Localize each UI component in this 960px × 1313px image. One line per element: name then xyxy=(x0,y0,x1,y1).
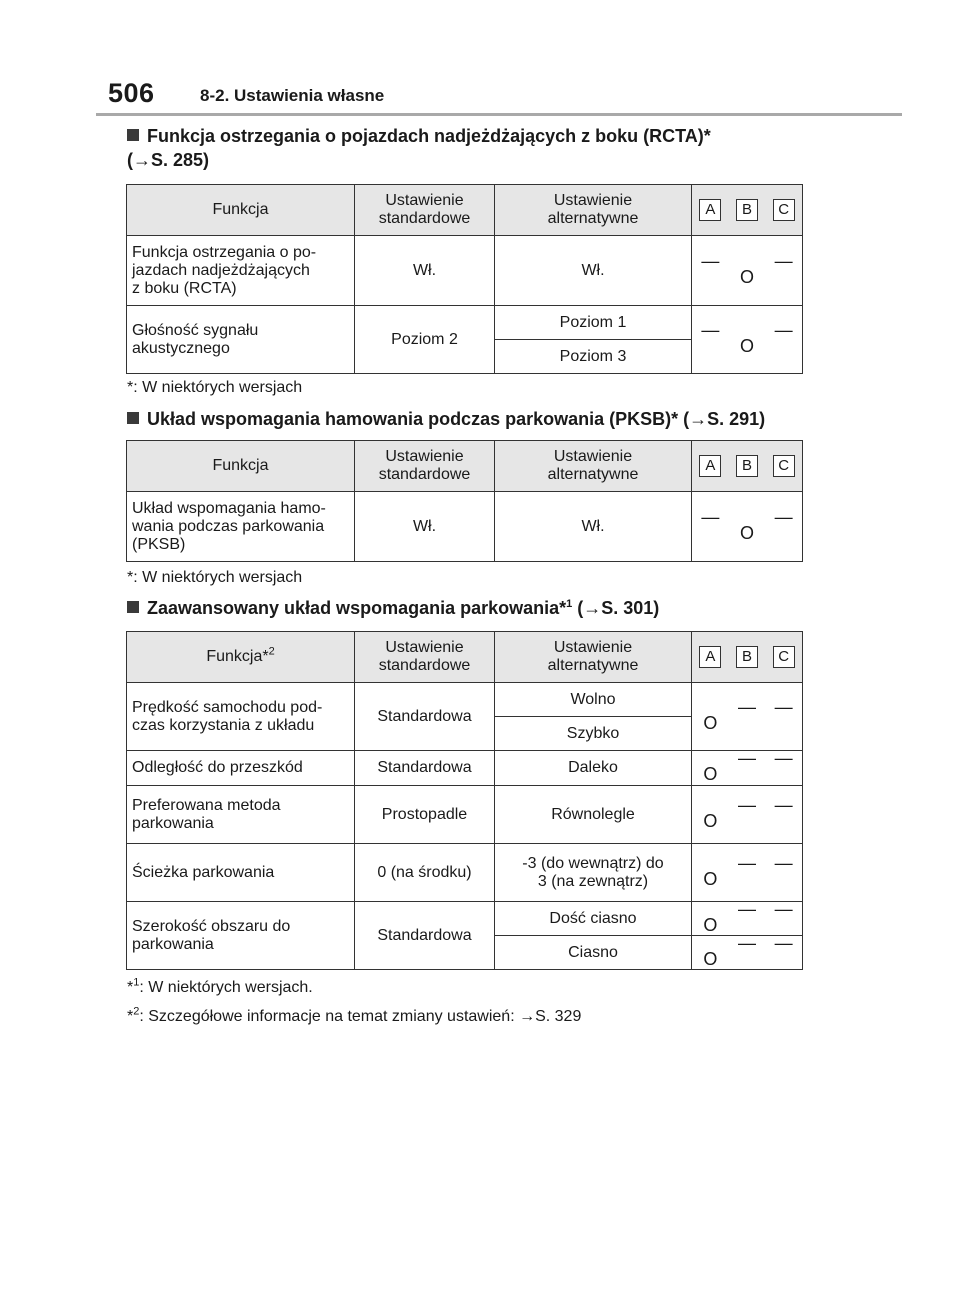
table-row xyxy=(127,786,803,844)
table-row xyxy=(127,683,803,717)
function-cell: Preferowana metoda parkowania xyxy=(127,786,355,844)
section-title-parking-assist: Zaawansowany układ wspomagania parkowania*$^1$ (→S. 301) xyxy=(127,596,659,620)
table-header-row xyxy=(127,185,803,236)
col-header-alternative: Ustawienie alternatywne xyxy=(495,441,692,492)
col-header-funkcja: Funkcja xyxy=(127,185,355,236)
square-bullet-icon xyxy=(127,601,139,613)
section-title-rcta: Funkcja ostrzegania o pojazdach nadjeżdżających z boku (RCTA)* (→S. 285) xyxy=(127,126,711,170)
standard-cell: Standardowa xyxy=(355,751,495,786)
standard-cell: Standardowa xyxy=(355,683,495,751)
table-header-row xyxy=(127,632,803,683)
alternative-cell: Wł. xyxy=(495,236,692,306)
abc-marks-cell: — O — xyxy=(692,306,803,374)
function-cell: Odległość do przeszkód xyxy=(127,751,355,786)
abc-marks-cell: O — — xyxy=(692,902,803,936)
footnote: *: W niektórych wersjach xyxy=(127,379,303,396)
function-cell: Głośność sygnału akustycznego xyxy=(127,306,355,374)
col-header-funkcja: Funkcja*$^2$ xyxy=(127,632,355,683)
letter-b-box: B xyxy=(736,199,758,221)
page-header xyxy=(108,78,903,112)
footnote: *: W niektórych wersjach xyxy=(127,569,303,586)
table-row xyxy=(127,306,803,340)
header-rule xyxy=(96,113,902,116)
function-cell: Układ wspomagania hamo- wania podczas parkowania (PKSB) xyxy=(127,492,355,562)
alternative-cell: Poziom 1 xyxy=(495,306,692,340)
page-number: 506 xyxy=(108,78,155,108)
table-row xyxy=(127,236,803,306)
letter-a-box: A xyxy=(699,455,721,477)
letter-c-box: C xyxy=(773,199,795,221)
rcta-table xyxy=(126,184,803,374)
function-cell: Prędkość samochodu pod- czas korzystania z układu xyxy=(127,683,355,751)
col-header-standard: Ustawienie standardowe xyxy=(355,441,495,492)
abc-marks-cell: O — — xyxy=(692,936,803,970)
function-cell: Funkcja ostrzegania o po- jazdach nadjeżdżających z boku (RCTA) xyxy=(127,236,355,306)
section-title-pksb: Układ wspomagania hamowania podczas parkowania (PKSB)* (→S. 291) xyxy=(127,407,765,431)
standard-cell: Wł. xyxy=(355,492,495,562)
letter-a-box: A xyxy=(699,646,721,668)
abc-marks-cell: — O — xyxy=(692,492,803,562)
table-header-row xyxy=(127,441,803,492)
col-header-alternative: Ustawienie alternatywne xyxy=(495,632,692,683)
footnote-1: *$^1$: W niektórych wersjach. xyxy=(127,976,313,996)
col-header-funkcja: Funkcja xyxy=(127,441,355,492)
alternative-cell: Ciasno xyxy=(495,936,692,970)
chapter-title: 8-2. Ustawienia własne xyxy=(200,86,385,105)
alternative-cell: -3 (do wewnątrz) do 3 (na zewnątrz) xyxy=(495,844,692,902)
standard-cell: 0 (na środku) xyxy=(355,844,495,902)
standard-cell: Prostopadle xyxy=(355,786,495,844)
footnote-2: *$^2$: Szczegółowe informacje na temat zmiany ustawień: →S. 329 xyxy=(127,1005,582,1025)
table-row xyxy=(127,751,803,786)
col-header-alternative: Ustawienie alternatywne xyxy=(495,185,692,236)
letter-c-box: C xyxy=(773,455,795,477)
square-bullet-icon xyxy=(127,412,139,424)
letter-c-box: C xyxy=(773,646,795,668)
pksb-table xyxy=(126,440,803,562)
abc-marks-cell: O — — xyxy=(692,786,803,844)
parking-assist-table xyxy=(126,631,803,970)
function-cell: Ścieżka parkowania xyxy=(127,844,355,902)
abc-marks-cell: O — — xyxy=(692,683,803,751)
col-header-standard: Ustawienie standardowe xyxy=(355,632,495,683)
standard-cell: Poziom 2 xyxy=(355,306,495,374)
col-header-abc xyxy=(692,441,803,492)
col-header-standard: Ustawienie standardowe xyxy=(355,185,495,236)
standard-cell: Standardowa xyxy=(355,902,495,970)
alternative-cell: Dość ciasno xyxy=(495,902,692,936)
abc-marks-cell: O — — xyxy=(692,844,803,902)
table-row xyxy=(127,492,803,562)
abc-marks-cell: O — — xyxy=(692,751,803,786)
table-row xyxy=(127,844,803,902)
letter-b-box: B xyxy=(736,646,758,668)
standard-cell: Wł. xyxy=(355,236,495,306)
col-header-abc xyxy=(692,632,803,683)
letter-b-box: B xyxy=(736,455,758,477)
alternative-cell: Poziom 3 xyxy=(495,340,692,374)
table-row xyxy=(127,902,803,936)
abc-marks-cell: — O — xyxy=(692,236,803,306)
alternative-cell: Szybko xyxy=(495,717,692,751)
alternative-cell: Daleko xyxy=(495,751,692,786)
function-cell: Szerokość obszaru do parkowania xyxy=(127,902,355,970)
col-header-abc xyxy=(692,185,803,236)
letter-a-box: A xyxy=(699,199,721,221)
alternative-cell: Równolegle xyxy=(495,786,692,844)
square-bullet-icon xyxy=(127,129,139,141)
alternative-cell: Wolno xyxy=(495,683,692,717)
alternative-cell: Wł. xyxy=(495,492,692,562)
